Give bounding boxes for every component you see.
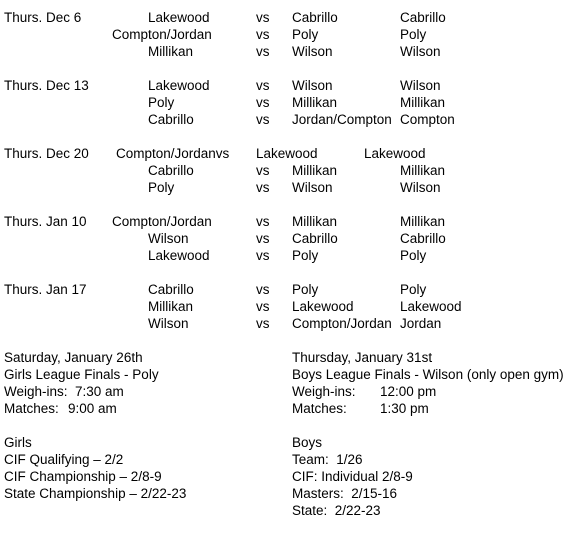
girls-line: CIF Championship – 2/8-9 bbox=[4, 469, 162, 484]
boys-heading: Boys bbox=[292, 435, 323, 450]
match-host: Poly bbox=[400, 282, 427, 297]
match-host: Millikan bbox=[400, 163, 446, 178]
girls-finals-title: Girls League Finals - Poly bbox=[4, 367, 159, 382]
match-away: Cabrillo bbox=[292, 231, 338, 246]
girls-finals-date: Saturday, January 26th bbox=[4, 350, 143, 365]
match-host: Poly bbox=[400, 248, 427, 263]
match-host: Wilson bbox=[400, 44, 441, 59]
match-away: Lakewood bbox=[256, 146, 318, 161]
match-away: Wilson bbox=[292, 180, 333, 195]
match-vs: vs bbox=[256, 214, 270, 229]
match-home: Cabrillo bbox=[148, 163, 194, 178]
match-vs: vs bbox=[256, 44, 270, 59]
match-away: Millikan bbox=[292, 163, 338, 178]
girls-weigh-time: 7:30 am bbox=[75, 384, 124, 399]
match-away: Lakewood bbox=[292, 299, 354, 314]
boys-matches-time: 1:30 pm bbox=[380, 401, 429, 416]
match-home: Wilson bbox=[148, 316, 189, 331]
match-home: Lakewood bbox=[148, 10, 210, 25]
boys-matches-label: Matches: bbox=[292, 401, 347, 416]
boys-finals-date: Thursday, January 31st bbox=[292, 350, 433, 365]
match-host: Wilson bbox=[400, 180, 441, 195]
girls-matches-time: 9:00 am bbox=[68, 401, 117, 416]
match-away: Poly bbox=[292, 248, 319, 263]
week-date: Thurs. Dec 13 bbox=[4, 78, 89, 93]
match-away: Wilson bbox=[292, 44, 333, 59]
match-home: Lakewood bbox=[148, 78, 210, 93]
match-home: Cabrillo bbox=[148, 112, 194, 127]
match-home: Millikan bbox=[148, 299, 194, 314]
match-host: Millikan bbox=[400, 95, 446, 110]
match-vs: vs bbox=[256, 282, 270, 297]
match-away: Cabrillo bbox=[292, 10, 338, 25]
week-date: Thurs. Dec 20 bbox=[4, 146, 89, 161]
match-away: Jordan/Compton bbox=[292, 112, 392, 127]
match-home: Compton/Jordanvs bbox=[116, 146, 230, 161]
match-vs: vs bbox=[256, 231, 270, 246]
match-host: Compton bbox=[400, 112, 455, 127]
match-vs: vs bbox=[256, 299, 270, 314]
match-host: Lakewood bbox=[400, 299, 462, 314]
boys-weigh-time: 12:00 pm bbox=[380, 384, 437, 399]
match-vs: vs bbox=[256, 163, 270, 178]
match-host: Cabrillo bbox=[400, 10, 446, 25]
match-away: Wilson bbox=[292, 78, 333, 93]
match-home: Millikan bbox=[148, 44, 194, 59]
match-vs: vs bbox=[256, 78, 270, 93]
match-vs: vs bbox=[256, 180, 270, 195]
match-home: Poly bbox=[148, 180, 175, 195]
boys-line: State: 2/22-23 bbox=[292, 503, 381, 518]
match-away: Compton/Jordan bbox=[292, 316, 392, 331]
match-host: Cabrillo bbox=[400, 231, 446, 246]
match-away: Poly bbox=[292, 27, 319, 42]
match-home: Wilson bbox=[148, 231, 189, 246]
boys-weigh-label: Weigh-ins: bbox=[292, 384, 356, 399]
match-vs: vs bbox=[256, 95, 270, 110]
match-home: Compton/Jordan bbox=[112, 214, 212, 229]
week-date: Thurs. Jan 10 bbox=[4, 214, 87, 229]
match-home: Cabrillo bbox=[148, 282, 194, 297]
match-vs: vs bbox=[256, 27, 270, 42]
match-host: Poly bbox=[400, 27, 427, 42]
match-home: Poly bbox=[148, 95, 175, 110]
boys-line: Team: 1/26 bbox=[292, 452, 363, 467]
girls-line: State Championship – 2/22-23 bbox=[4, 486, 187, 501]
match-vs: vs bbox=[256, 112, 270, 127]
match-away: Millikan bbox=[292, 214, 338, 229]
match-host: Millikan bbox=[400, 214, 446, 229]
match-vs: vs bbox=[256, 10, 270, 25]
boys-line: CIF: Individual 2/8-9 bbox=[292, 469, 413, 484]
girls-line: CIF Qualifying – 2/2 bbox=[4, 452, 124, 467]
week-date: Thurs. Jan 17 bbox=[4, 282, 87, 297]
match-vs: vs bbox=[256, 248, 270, 263]
week-date: Thurs. Dec 6 bbox=[4, 10, 82, 25]
match-host: Jordan bbox=[400, 316, 442, 331]
match-home: Lakewood bbox=[148, 248, 210, 263]
boys-finals-title: Boys League Finals - Wilson (only open gym) bbox=[292, 367, 564, 382]
match-vs: vs bbox=[256, 316, 270, 331]
match-away: Millikan bbox=[292, 95, 338, 110]
girls-weigh-label: Weigh-ins: bbox=[4, 384, 68, 399]
girls-matches-label: Matches: bbox=[4, 401, 59, 416]
match-home: Compton/Jordan bbox=[112, 27, 212, 42]
match-host: Wilson bbox=[400, 78, 441, 93]
girls-heading: Girls bbox=[4, 435, 32, 450]
boys-line: Masters: 2/15-16 bbox=[292, 486, 398, 501]
match-away: Poly bbox=[292, 282, 319, 297]
match-host: Lakewood bbox=[364, 146, 426, 161]
